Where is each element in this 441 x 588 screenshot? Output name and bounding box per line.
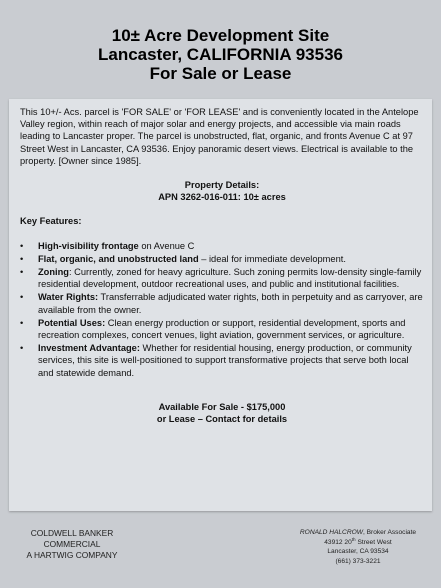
feature-item xyxy=(20,342,424,379)
broker-role: , Broker Associate xyxy=(362,529,417,536)
feature-item xyxy=(20,253,424,265)
broker-city: Lancaster, CA 93534 xyxy=(327,548,389,556)
street-name: Street West xyxy=(355,538,392,546)
feature-label: Zoning xyxy=(38,267,69,278)
bullet-icon: • xyxy=(20,292,24,303)
feature-label: High-visibility frontage xyxy=(38,240,139,251)
feature-text: Clean energy production or support, residential development, sports and recreation complexes, concert venues, light aviation, government services, or agriculture. xyxy=(38,317,406,341)
broker-phone: (661) 373-3221 xyxy=(335,557,381,565)
broker-contact xyxy=(282,528,434,566)
feature-item xyxy=(20,240,424,252)
feature-text: on Avenue C xyxy=(138,240,195,251)
feature-label: Flat, organic, and unobstructed land xyxy=(38,253,199,264)
bullet-icon: • xyxy=(20,253,24,264)
street-number: 43912 20 xyxy=(324,538,352,546)
bullet-icon: • xyxy=(20,240,24,251)
company-line-3: A HARTWIG COMPANY xyxy=(26,550,118,560)
feature-text: – ideal for immediate development. xyxy=(198,253,346,264)
feature-label: Potential Uses: xyxy=(38,317,106,328)
listing-panel xyxy=(9,99,432,511)
sale-price: Available For Sale - $175,000 xyxy=(158,401,286,412)
broker-company xyxy=(22,528,122,561)
feature-text: Transferrable adjudicated water rights, both in perpetuity and as carryover, are available from the owner. xyxy=(38,292,423,315)
property-details xyxy=(20,179,424,203)
feature-item xyxy=(20,317,424,341)
feature-text: Whether for residential housing, energy production, or community services, this site is well-positioned to support transformative projects that serve both local and statewide demand. xyxy=(38,343,412,378)
feature-label: Investment Advantage: xyxy=(38,343,140,354)
lease-info: or Lease – Contact for details xyxy=(156,414,288,425)
company-line-1: COLDWELL BANKER xyxy=(30,528,114,538)
apn-line: APN 3262-016-011: 10± acres xyxy=(158,192,286,203)
company-line-2: COMMERCIAL xyxy=(43,539,101,549)
feature-item xyxy=(20,266,424,290)
key-features-heading: Key Features: xyxy=(20,216,82,227)
title-line-1: 10± Acre Development Site xyxy=(111,26,330,45)
street-suffix: th xyxy=(351,536,356,542)
description-paragraph: This 10+/- Acs. parcel is 'FOR SALE' or 'FOR LEASE' and is conveniently located in the Antelope Valley region, within reach of major solar and energy projects, and accessible via main roads leading to Lancaster proper. The parcel is unobstructed, flat, organic, and fronts Avenue C at 97 Street West in Lancaster, CA 93536. Enjoy panoramic desert views. Electrical is available to the property. [Owner since 1985]. xyxy=(20,107,419,166)
bullet-icon: • xyxy=(20,343,24,354)
feature-item xyxy=(20,291,424,315)
title-line-2: Lancaster, CALIFORNIA 93536 xyxy=(97,45,343,64)
broker-name-line xyxy=(282,528,434,538)
key-features-list xyxy=(20,240,424,379)
property-details-heading: Property Details: xyxy=(184,180,260,191)
bullet-icon: • xyxy=(20,267,24,278)
feature-text: : Currently, zoned for heavy agriculture. Such zoning permits low-density single-family residential development, outdoor recreational uses, and public and institutional facilities. xyxy=(38,267,422,290)
title-line-3: For Sale or Lease xyxy=(149,64,292,83)
availability xyxy=(20,401,424,425)
listing-title xyxy=(0,26,441,83)
broker-name: RONALD HALCROW xyxy=(299,529,363,536)
feature-label: Water Rights: xyxy=(38,292,99,303)
broker-street xyxy=(282,538,434,548)
bullet-icon: • xyxy=(20,317,24,328)
